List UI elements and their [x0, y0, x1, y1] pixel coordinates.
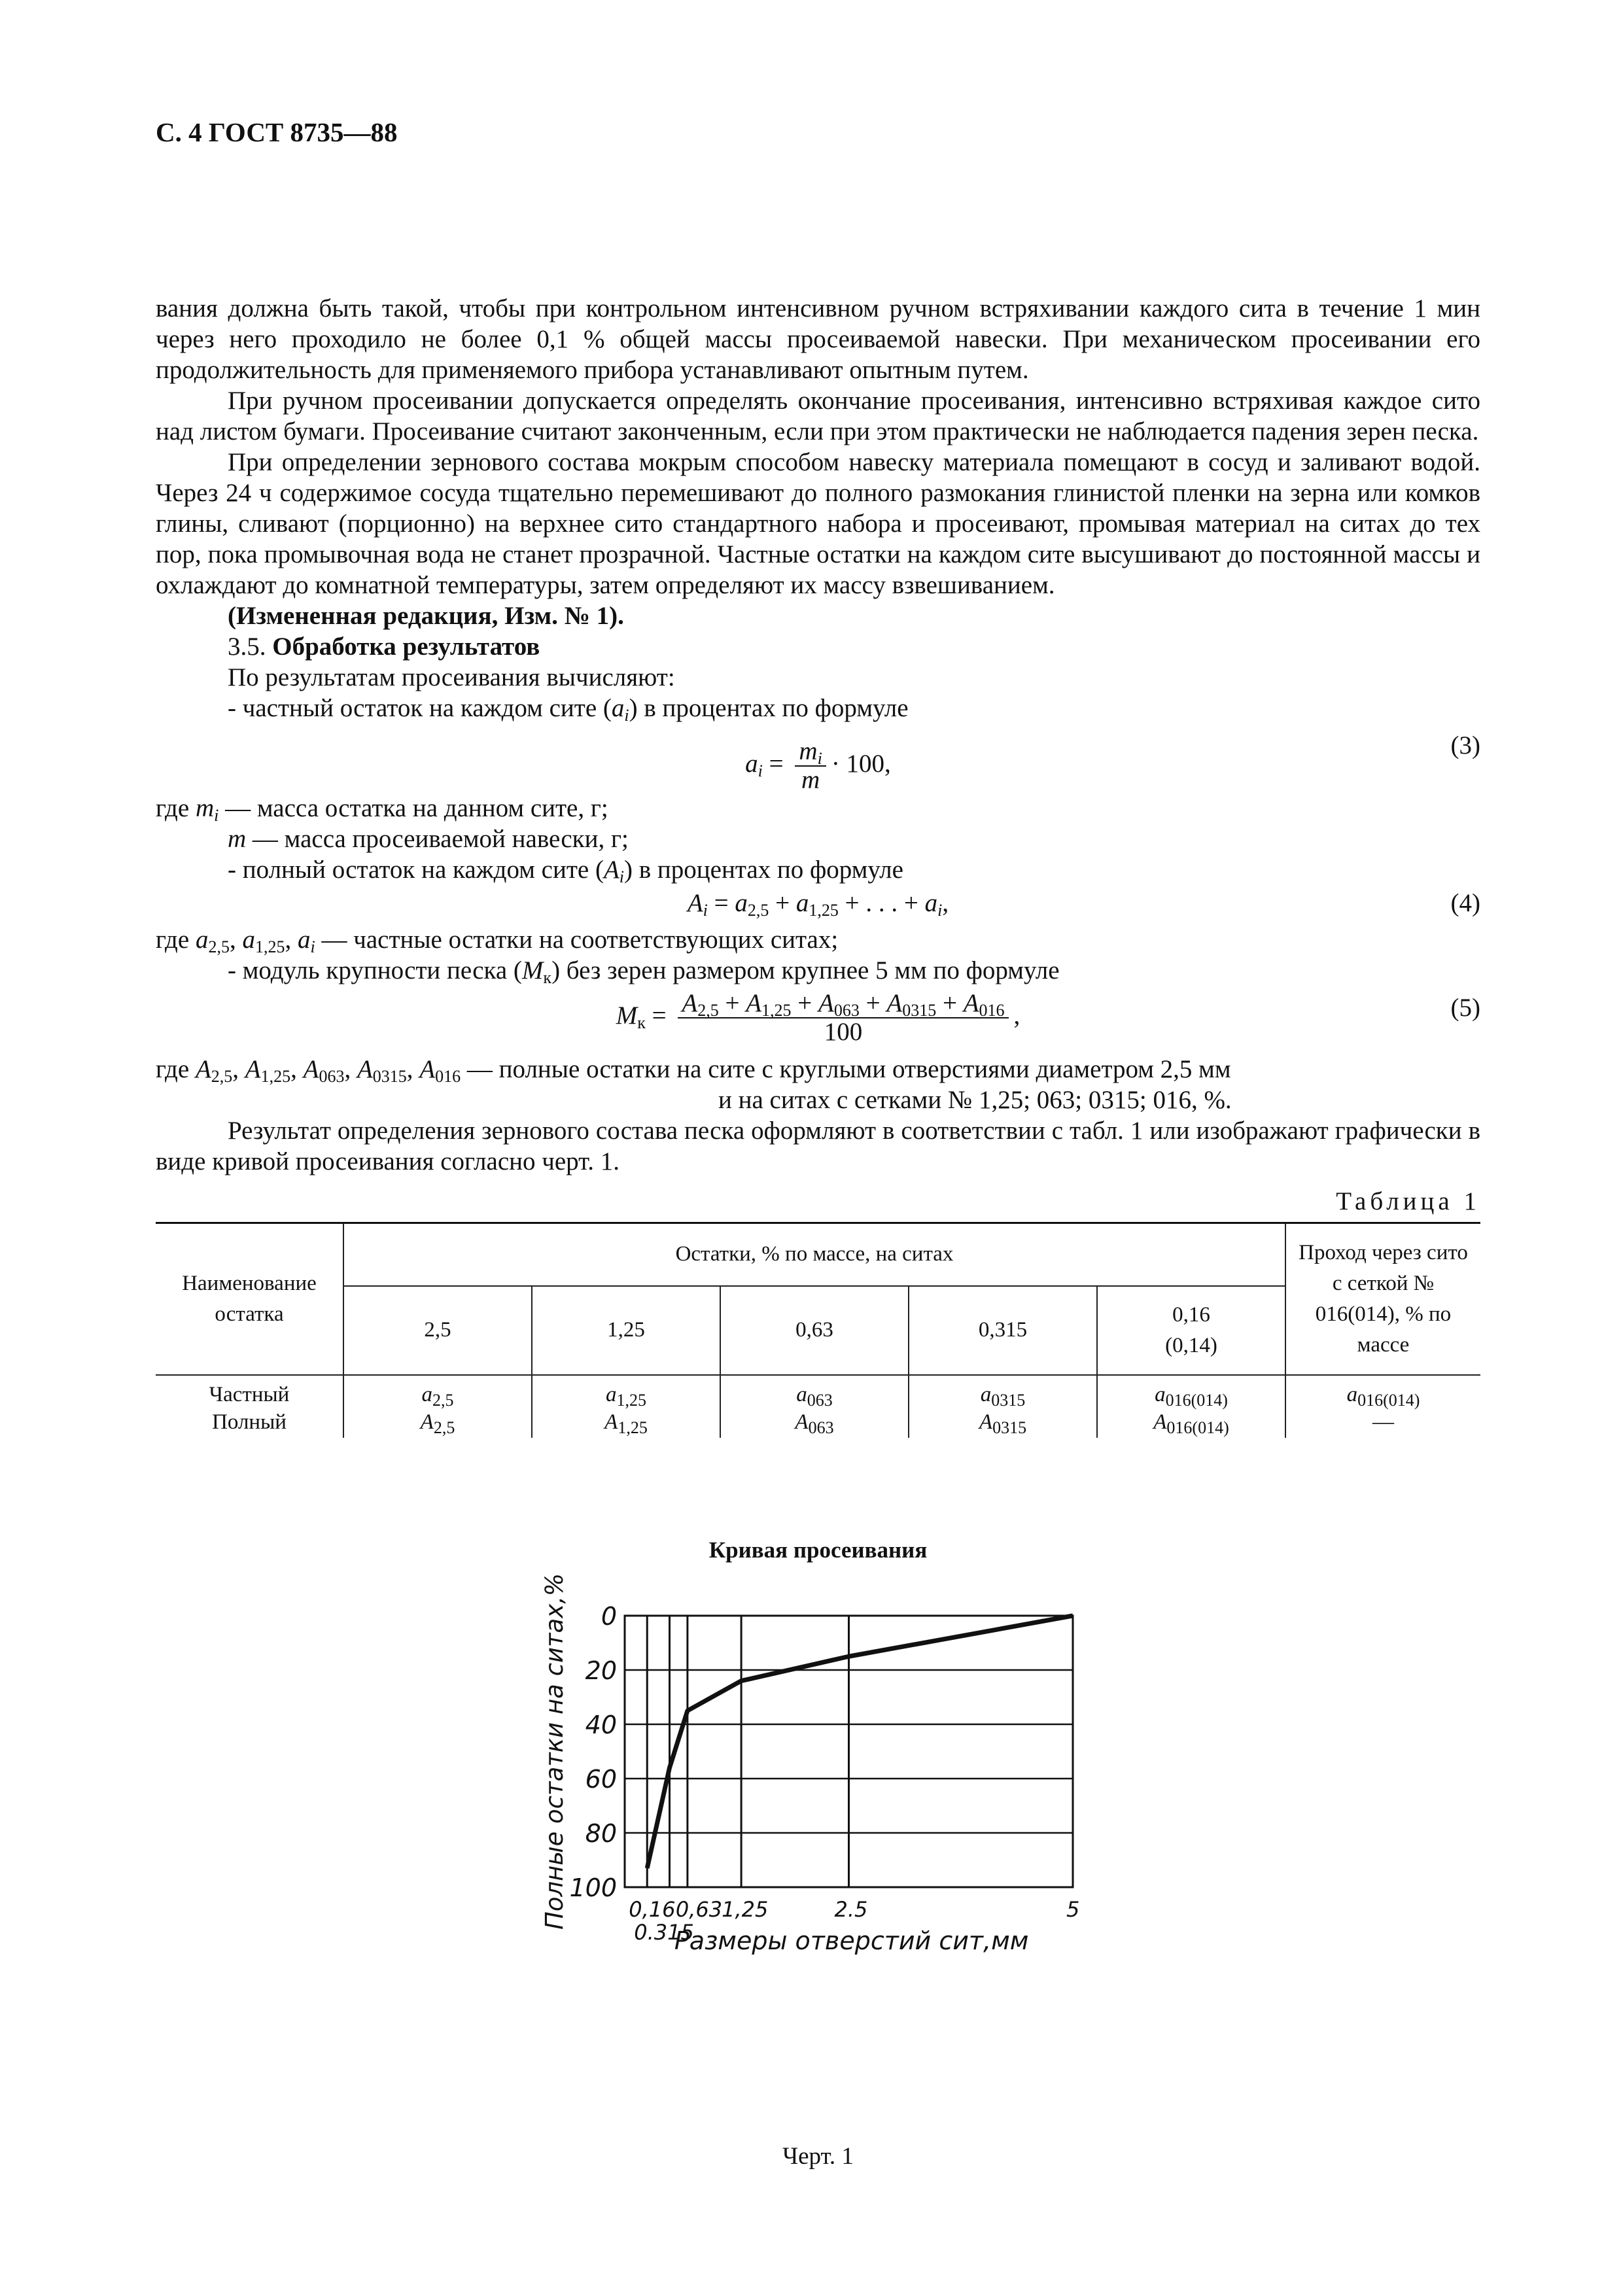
x-tick-label: 5 [1066, 1897, 1080, 1922]
y-tick-label: 40 [585, 1711, 617, 1739]
table-caption: Таблица 1 [1336, 1187, 1480, 1215]
paragraph-1: вания должна быть такой, чтобы при контрольном интенсивном ручном встряхивании каждого сита в течение 1 мин через него проходило не более 0,1 % общей массы просеиваемой навески. При механическом просеивании его продолжительность для применяемого прибора устанавливают опытным путем. [156, 294, 1480, 384]
y-tick-label: 80 [585, 1819, 617, 1848]
section-number: 3.5. [228, 633, 266, 661]
formula-4-number: (4) [1450, 889, 1480, 917]
paragraph-3: При определении зернового состава мокрым способом навеску материала помещают в сосуд и заливают водой. Через 24 ч содержимое сосуда тщательно перемешивают до полного размокания глинистой пленки на зерна или комков глины, сливают (порционно) на верхнее сито стандартного набора и просеивают, промывая материал на ситах до тех пор, пока промывочная вода не станет прозрачной. Частные остатки на каждом сите высушивают до постоянной массы и охлаждают до комнатной температуры, затем определяют их массу взвешиванием. [156, 448, 1480, 599]
y-axis-label: Полные остатки на ситах,% [540, 1573, 568, 1930]
sieve-curve-line [647, 1616, 1073, 1868]
item-partial-residue: - частный остаток на каждом сите $(a_i)$ в процентах по формуле [228, 694, 909, 725]
x-tick-label: 0,63 [675, 1897, 723, 1922]
section-heading [156, 631, 1480, 662]
row-labels: Частный Полный [156, 1375, 343, 1438]
sieve-header: 0,63 [720, 1286, 909, 1375]
sieve-curve-chart [535, 1569, 1189, 2079]
table-cell: $a_{063}$ $A_{063}$ [720, 1375, 909, 1438]
y-tick-label: 20 [585, 1656, 617, 1685]
formula-5-number: (5) [1450, 994, 1480, 1022]
table-header-group: Остатки, % по массе, на ситах [343, 1223, 1285, 1286]
table-1 [156, 1222, 1480, 1438]
figure-caption: Черт. 1 [782, 2143, 854, 2170]
table-cell: $a_{2,5}$ $A_{2,5}$ [343, 1375, 532, 1438]
where-Ai: где $A_{2,5}$, $A_{1,25}$, $A_{063}$, $A_{0315}$, $A_{016}$ — полные остатки на сите с круглыми отверстиями диаметром 2,5 мм [156, 1055, 1231, 1086]
formula-5: $M_к$ = $\frac{A_{2,5} + A_{1,25} + A_{063} + A_{0315} + A_{016}}{100}$ , (5) [616, 989, 1480, 1046]
where-mi: где $m_i$ — масса остатка на данном сите, г; [156, 794, 608, 825]
table-cell: $a_{1,25}$ $A_{1,25}$ [532, 1375, 720, 1438]
sieve-header: 1,25 [532, 1286, 720, 1375]
table-header-name: Наименование остатка [156, 1223, 343, 1375]
item-fineness-modulus: - модуль крупности песка $(M_к)$ без зерен размером крупнее 5 мм по формуле [228, 956, 1060, 987]
table-cell: $a_{0315}$ $A_{0315}$ [909, 1375, 1097, 1438]
where-m: m — масса просеиваемой навески, г; [228, 825, 629, 853]
sieve-header: 0,16 (0,14) [1097, 1286, 1285, 1375]
result-paragraph: Результат определения зернового состава песка оформляют в соответствии с табл. 1 или изображают графически в виде кривой просеивания согласно черт. 1. [156, 1117, 1480, 1175]
formula-3: $a_i$ = $\frac{m_i}{m}$ · 100, (3) [745, 731, 1480, 794]
table-cell: $a_{016(014)}$ $A_{016(014)}$ [1097, 1375, 1285, 1438]
body-text [156, 293, 1480, 1438]
table-header-pass: Проход через сито с сеткой № 016(014), % по массе [1285, 1223, 1480, 1375]
sieve-header: 2,5 [343, 1286, 532, 1375]
where-Ai-cont: и на ситах с сетками № 1,25; 063; 0315; 016, %. [718, 1086, 1232, 1114]
x-tick-label: 0,16 [629, 1897, 676, 1922]
where-ai: где $a_{2,5}$, $a_{1,25}$, $a_i$ — частные остатки на соответствующих ситах; [156, 926, 839, 956]
y-tick-label: 60 [585, 1765, 617, 1794]
section-title: Обработка результатов [272, 633, 540, 661]
formula-3-number: (3) [1450, 731, 1480, 759]
item-total-residue: - полный остаток на каждом сите $(A_i)$ в процентах по формуле [228, 856, 903, 886]
amendment-note: (Измененная редакция, Изм. № 1). [228, 602, 624, 630]
chart-title: Кривая просеивания [708, 1537, 928, 1563]
y-tick-label: 0 [601, 1602, 617, 1631]
paragraph-2: При ручном просеивании допускается определять окончание просеивания, интенсивно встряхивая каждое сито над листом бумаги. Просеивание считают законченным, если при этом практически не наблюдается падения зерен песка. [156, 387, 1480, 445]
x-tick-label: 1,25 [722, 1897, 769, 1922]
formula-4: $A_i = a_{2,5} + a_{1,25}$ + . . . + $a_i$, (4) [687, 889, 1480, 920]
x-axis-label: Размеры отверстий сит,мм [674, 1926, 1029, 1955]
x-tick-label: 0.315 [634, 1920, 694, 1945]
table-cell: $a_{016(014)}$ — [1285, 1375, 1480, 1438]
x-tick-label: 2.5 [834, 1897, 868, 1922]
calc-intro: По результатам просеивания вычисляют: [228, 663, 675, 691]
y-tick-label: 100 [569, 1873, 617, 1902]
sieve-header: 0,315 [909, 1286, 1097, 1375]
page-header: С. 4 ГОСТ 8735—88 [156, 117, 398, 147]
